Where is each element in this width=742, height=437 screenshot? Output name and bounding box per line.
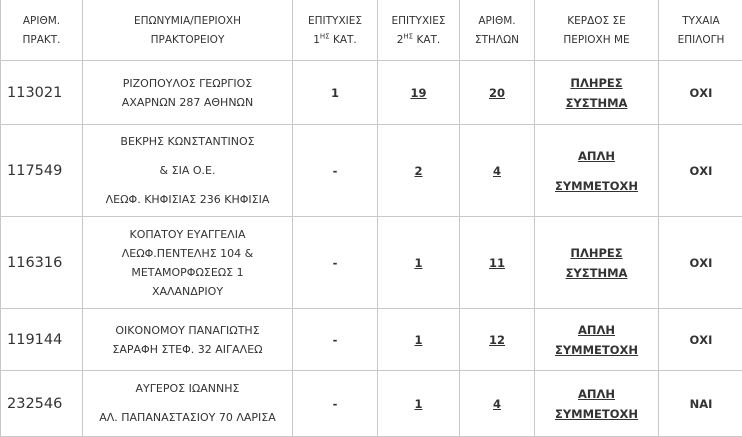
agency-name: ΡΙΖΟΠΟΥΛΟΣ ΓΕΩΡΓΙΟΣ ΑΧΑΡΝΩΝ 287 ΑΘΗΝΩΝ [83,61,293,125]
gain-type [535,309,659,371]
header-random: ΤΥΧΑΙΑ ΕΠΙΛΟΓΗ [659,0,742,61]
gain-type [535,61,659,125]
agency-code: 119144 [1,309,83,371]
second-category-wins [378,61,460,125]
header-second-category: ΕΠΙΤΥΧΙΕΣ $2^{H\Sigma}$ ΚΑΤ. [378,0,460,61]
second-category-link[interactable]: 1 [414,256,422,270]
second-category-link[interactable]: 1 [414,333,422,347]
columns-link[interactable]: 4 [493,397,501,411]
agency-code: 232546 [1,371,83,437]
table-row [1,125,742,217]
columns-link[interactable]: 11 [489,256,505,270]
first-category-wins: - [293,371,378,437]
header-first-category: ΕΠΙΤΥΧΙΕΣ $1^{H\Sigma}$ ΚΑΤ. [293,0,378,61]
columns-count [460,61,535,125]
second-category-link[interactable]: 2 [414,164,422,178]
second-category-wins [378,309,460,371]
gain-type [535,125,659,217]
first-category-wins: - [293,125,378,217]
first-category-wins: - [293,217,378,309]
random-choice: ΟΧΙ [659,125,742,217]
columns-count [460,371,535,437]
table-row [1,61,742,125]
gain-type-link[interactable]: ΑΠΛΗ ΣΥΜΜΕΤΟΧΗ [539,141,654,201]
columns-link[interactable]: 4 [493,164,501,178]
table-row [1,309,742,371]
agency-code: 116316 [1,217,83,309]
first-category-wins: 1 [293,61,378,125]
header-name: ΕΠΩΝΥΜΙΑ/ΠΕΡΙΟΧΗ ΠΡΑΚΤΟΡΕΙΟΥ [83,0,293,61]
agency-name: ΒΕΚΡΗΣ ΚΩΝΣΤΑΝΤΙΝΟΣ & ΣΙΑ Ο.Ε. ΛΕΩΦ. ΚΗΦΙΣΙΑΣ 236 ΚΗΦΙΣΙΑ [83,125,293,217]
random-choice: ΟΧΙ [659,309,742,371]
second-category-wins [378,217,460,309]
gain-type-link[interactable]: ΑΠΛΗ ΣΥΜΜΕΤΟΧΗ [539,320,654,360]
agency-name: ΟΙΚΟΝΟΜΟΥ ΠΑΝΑΓΙΩΤΗΣ ΣΑΡΑΦΗ ΣΤΕΦ. 32 ΑΙΓΑΛΕΩ [83,309,293,371]
header-code: ΑΡΙΘΜ. ΠΡΑΚΤ. [1,0,83,61]
random-choice: ΟΧΙ [659,217,742,309]
gain-type-link[interactable]: ΑΠΛΗ ΣΥΜΜΕΤΟΧΗ [539,384,654,424]
second-category-link[interactable]: 19 [410,86,426,100]
header-row [1,0,742,61]
random-choice: ΟΧΙ [659,61,742,125]
gain-type [535,371,659,437]
second-category-wins [378,371,460,437]
gain-type-link[interactable]: ΠΛΗΡΕΣ ΣΥΣΤΗΜΑ [539,73,654,113]
second-category-wins [378,125,460,217]
second-category-link[interactable]: 1 [414,397,422,411]
random-choice: ΝΑΙ [659,371,742,437]
columns-link[interactable]: 20 [489,86,505,100]
header-gain: ΚΕΡΔΟΣ ΣΕ ΠΕΡΙΟΧΗ ΜΕ [535,0,659,61]
columns-count [460,217,535,309]
gain-type [535,217,659,309]
agency-code: 117549 [1,125,83,217]
gain-type-link[interactable]: ΠΛΗΡΕΣ ΣΥΣΤΗΜΑ [539,243,654,283]
agency-code: 113021 [1,61,83,125]
columns-count [460,309,535,371]
agency-name: ΑΥΓΕΡΟΣ ΙΩΑΝΝΗΣ ΑΛ. ΠΑΠΑΝΑΣΤΑΣΙΟΥ 70 ΛΑΡΙΣΑ [83,371,293,437]
header-columns: ΑΡΙΘΜ. ΣΤΗΛΩΝ [460,0,535,61]
columns-count [460,125,535,217]
table-row [1,371,742,437]
table-row [1,217,742,309]
columns-link[interactable]: 12 [489,333,505,347]
agency-name: ΚΟΠΑΤΟΥ ΕΥΑΓΓΕΛΙΑ ΛΕΩΦ.ΠΕΝΤΕΛΗΣ 104 & ΜΕΤΑΜΟΡΦΩΣΕΩΣ 1 ΧΑΛΑΝΔΡΙΟΥ [83,217,293,309]
first-category-wins: - [293,309,378,371]
